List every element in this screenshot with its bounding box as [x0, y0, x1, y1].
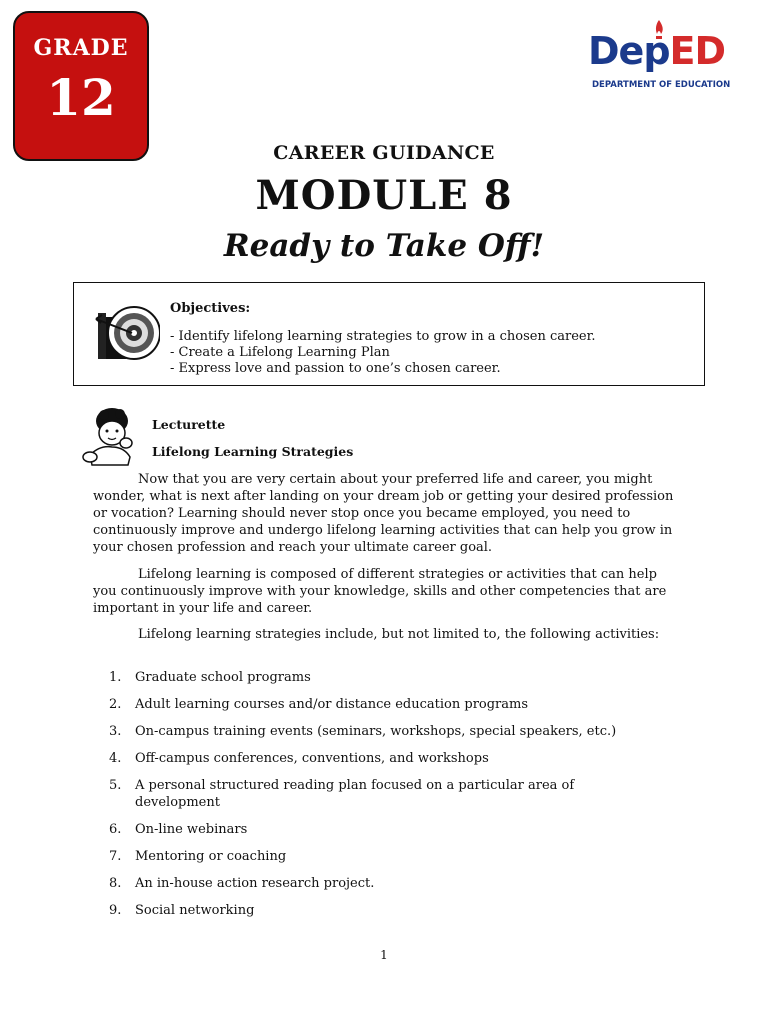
grade-label: GRADE — [33, 35, 129, 61]
objectives-box — [73, 282, 705, 386]
objective-item: - Express love and passion to one’s chosen career. — [170, 361, 501, 376]
objectives-heading: Objectives: — [170, 301, 251, 316]
deped-subtitle: DEPARTMENT OF EDUCATION — [592, 80, 731, 90]
list-item-number: 6. — [109, 822, 122, 837]
list-item-number: 5. — [109, 778, 122, 793]
list-item-number: 9. — [109, 903, 122, 918]
deped-logo — [588, 18, 748, 94]
list-item-number: 4. — [109, 751, 122, 766]
list-item — [93, 875, 655, 892]
list-item — [93, 723, 655, 740]
list-item-text: Mentoring or coaching — [135, 849, 287, 864]
list-item-text: Social networking — [135, 903, 255, 918]
list-item — [93, 848, 655, 865]
paragraph — [93, 626, 683, 643]
list-item-number: 2. — [109, 697, 122, 712]
list-item-text: Off-campus conferences, conventions, and workshops — [135, 751, 489, 766]
deped-ed: ED — [669, 29, 726, 73]
paragraph — [93, 566, 683, 617]
list-item — [93, 696, 655, 713]
grade-badge — [13, 11, 149, 161]
list-item-text: Adult learning courses and/or distance education programs — [135, 697, 529, 712]
target-icon — [88, 293, 160, 365]
module-subtitle: Ready to Take Off! — [223, 228, 545, 264]
objective-item: - Identify lifelong learning strategies to grow in a chosen career. — [170, 329, 596, 344]
list-item-text: On-campus training events (seminars, workshops, special speakers, etc.) — [135, 724, 617, 739]
list-item-number: 1. — [109, 670, 122, 685]
list-item — [93, 750, 655, 767]
list-item-text: On-line webinars — [135, 822, 248, 837]
list-item-number: 3. — [109, 724, 122, 739]
objectives-list — [170, 329, 596, 377]
objective-item: - Create a Lifelong Learning Plan — [170, 345, 390, 360]
list-item-text: An in-house action research project. — [135, 876, 375, 891]
lesson-title: Lifelong Learning Strategies — [152, 444, 354, 459]
list-item — [93, 669, 655, 686]
student-thinking-icon — [80, 405, 140, 467]
paragraph — [93, 471, 683, 556]
list-item-number: 8. — [109, 876, 122, 891]
paragraph-text: Lifelong learning strategies include, but not limited to, the following activities: — [138, 627, 660, 642]
lecturette-label: Lecturette — [152, 417, 226, 432]
list-item-text: A personal structured reading plan focused on a particular area of development — [135, 778, 575, 810]
list-item — [93, 777, 655, 811]
strategies-list — [93, 669, 655, 929]
paragraph-text: Now that you are very certain about your preferred life and career, you might wonder, what is next after landing on your dream job or getting your desired profession or vocation? Learning should never stop once you became employed, you need to continuously improve and undergo lifelong learning activities that can help you grow in your chosen profession and reach your ultimate career goal. — [93, 472, 674, 555]
page-number: 1 — [380, 948, 388, 962]
deped-wordmark — [588, 29, 726, 73]
module-title: MODULE 8 — [255, 172, 513, 219]
list-item-text: Graduate school programs — [135, 670, 311, 685]
list-item — [93, 902, 655, 919]
course-title: CAREER GUIDANCE — [273, 142, 495, 164]
list-item — [93, 821, 655, 838]
list-item-number: 7. — [109, 849, 122, 864]
paragraph-text: Lifelong learning is composed of different strategies or activities that can help you continuously improve with your knowledge, skills and other competencies that are important in your life and career. — [93, 567, 667, 616]
grade-number: 12 — [46, 68, 116, 127]
deped-dep: Dep — [588, 29, 670, 73]
